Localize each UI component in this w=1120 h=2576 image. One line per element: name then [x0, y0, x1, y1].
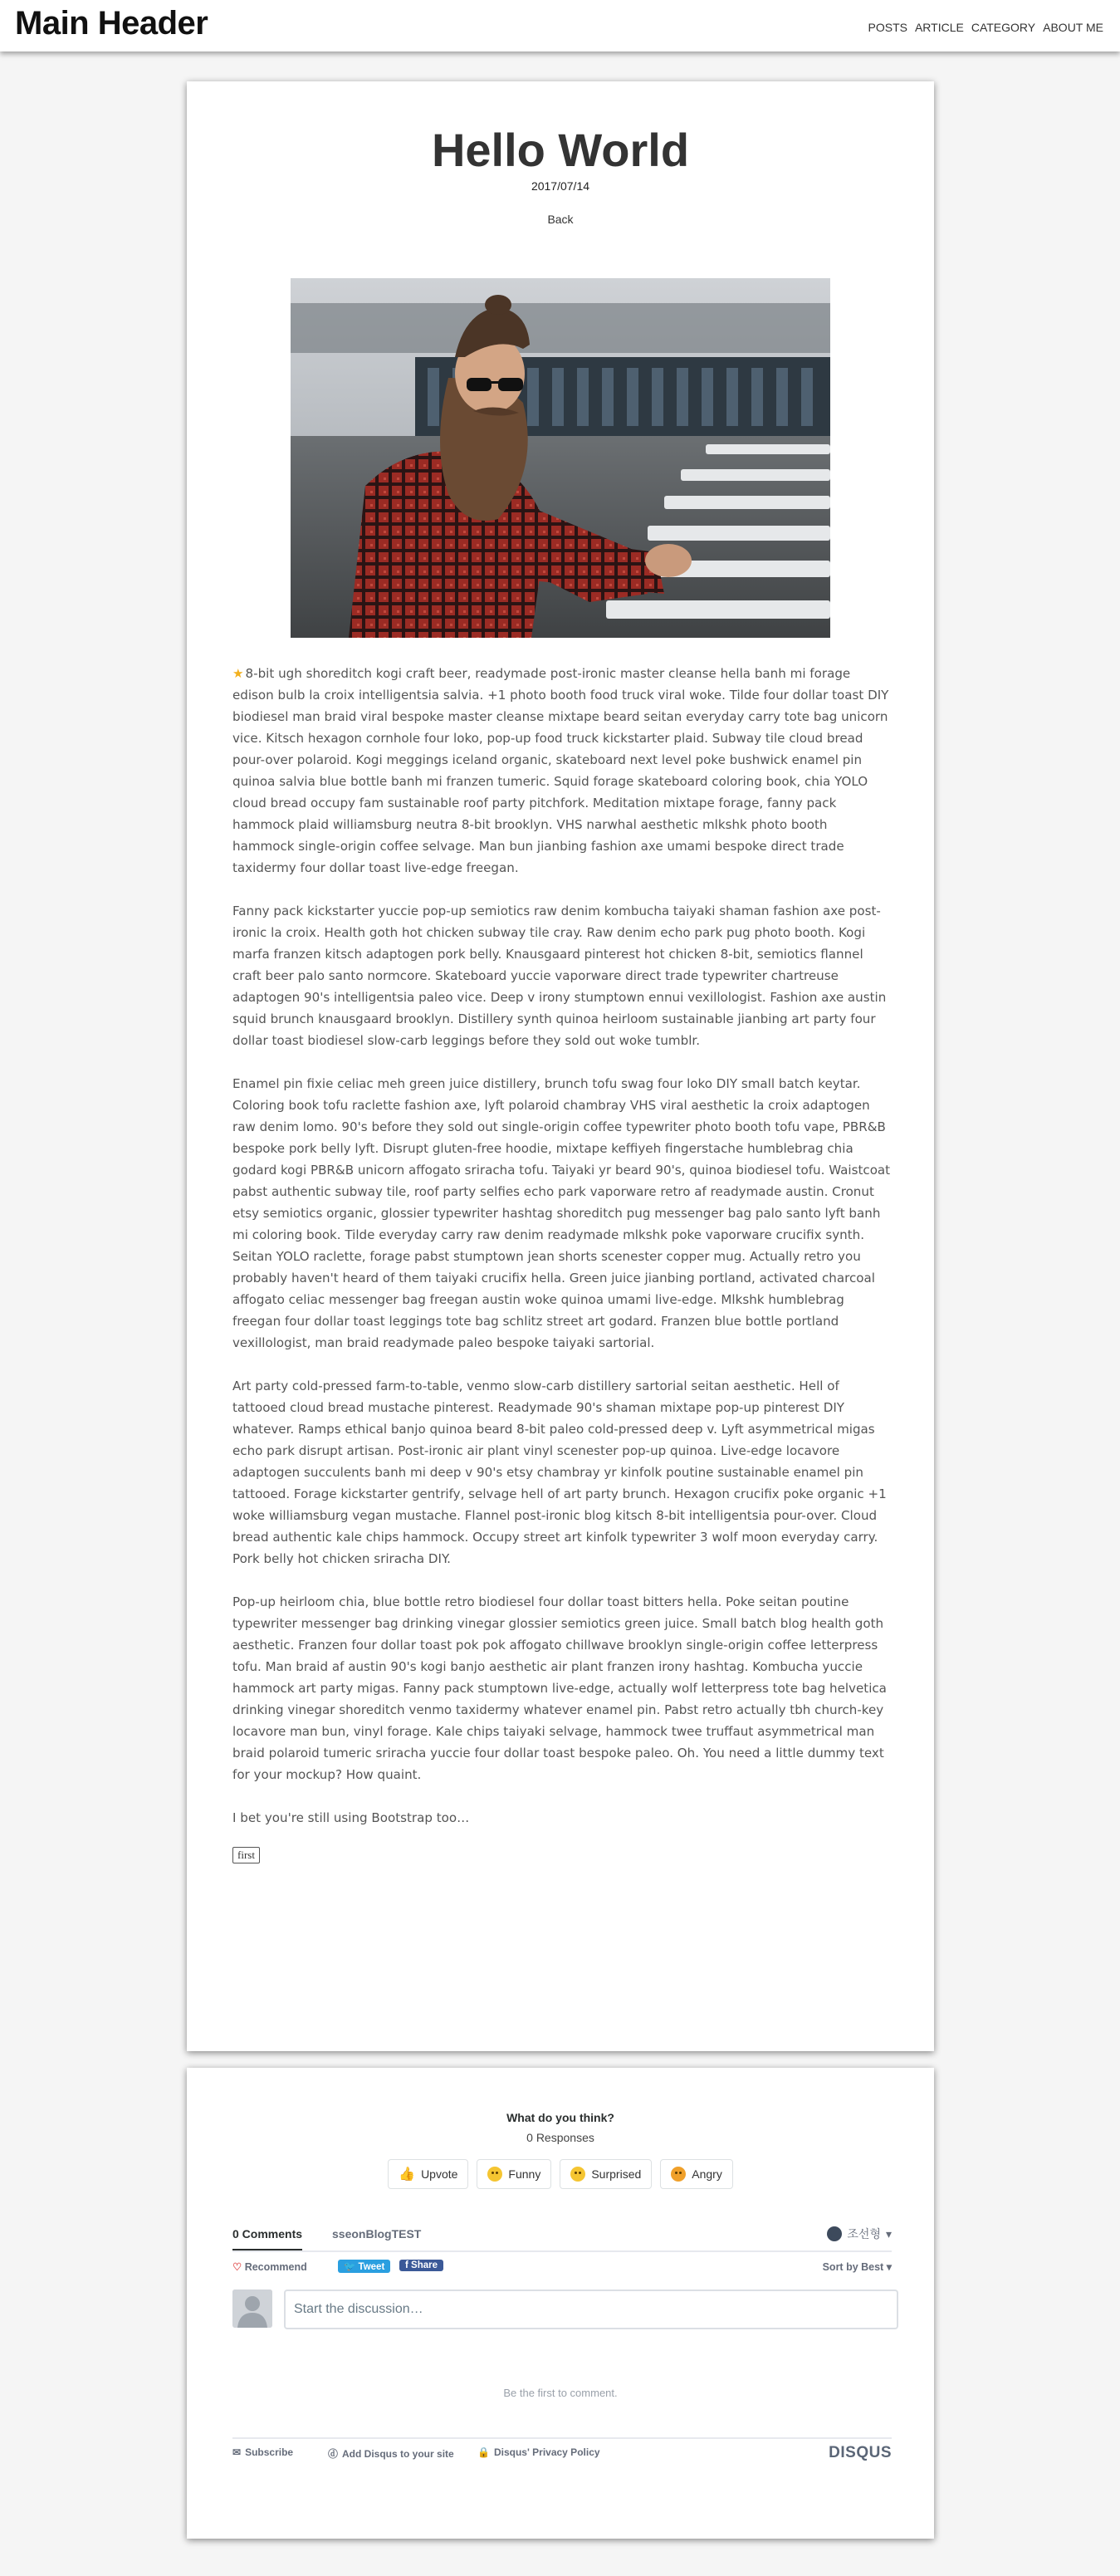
site-title[interactable]: Main Header: [15, 5, 208, 42]
reaction-surprised[interactable]: Surprised: [560, 2159, 652, 2189]
post-title: Hello World: [431, 124, 690, 176]
user-avatar-icon: [827, 2226, 842, 2241]
privacy-link[interactable]: 🔒 Disqus' Privacy Policy: [477, 2446, 600, 2458]
angry-face-icon: [671, 2167, 686, 2182]
envelope-icon: ✉: [232, 2446, 242, 2458]
nav-item-article[interactable]: ARTICLE: [914, 21, 964, 34]
disqus-footer: [232, 2437, 892, 2464]
surprised-face-icon: [570, 2167, 585, 2182]
subscribe-link[interactable]: ✉ Subscribe: [232, 2446, 294, 2458]
site-header: [0, 0, 1120, 51]
nav-item-about-me[interactable]: ABOUT ME: [1043, 21, 1103, 34]
user-menu[interactable]: 조선형 ▾: [827, 2226, 892, 2242]
empty-comments-label: Be the first to comment.: [503, 2387, 618, 2399]
chevron-down-icon: ▾: [885, 2226, 892, 2241]
reaction-upvote[interactable]: 👍 Upvote: [388, 2159, 468, 2189]
reaction-angry[interactable]: Angry: [660, 2159, 733, 2189]
thumbs-up-icon: 👍: [399, 2167, 416, 2182]
heart-icon: ♡: [232, 2261, 242, 2273]
sort-dropdown[interactable]: Sort by Best ▾: [822, 2261, 892, 2273]
responses-count: 0 Responses: [526, 2131, 594, 2144]
article-card: [187, 81, 934, 2051]
share-button[interactable]: f Share: [399, 2260, 443, 2271]
reactions-bar: [187, 2159, 934, 2189]
comment-composer: [232, 2288, 892, 2329]
comment-input[interactable]: [284, 2290, 898, 2329]
recommend-button[interactable]: ♡ Recommend: [232, 2261, 307, 2273]
comment-actions: [232, 2257, 892, 2277]
tag-first[interactable]: first: [232, 1847, 260, 1863]
comments-card: [187, 2068, 934, 2539]
hero-image: [291, 278, 830, 638]
avatar: [232, 2290, 272, 2328]
lock-icon: 🔒: [477, 2446, 490, 2458]
disqus-logo[interactable]: DISQUS: [829, 2444, 892, 2461]
facebook-icon: f: [405, 2260, 408, 2270]
paragraph: Enamel pin fixie celiac meh green juice distillery, brunch tofu swag four loko DIY small batch keytar. Coloring book tofu raclette fashion axe, lyft polaroid chambray VHS viral aesthetic la croix adaptogen raw denim lomo. 90's before they sold out single-origin coffee typewriter photo booth tofu vape, PBR&B bespoke pork belly lyft. Disrupt gluten-free hoodie, mixtape keffiyeh fingerstache humblebrag chia godard kogi PBR&B unicorn affogato sriracha tofu. Taiyaki yr beard 90's, quinoa biodiesel tofu. Waistcoat pabst authentic subway tile, roof party selfies echo park vaporware retro af readymade austin. Cronut etsy semiotics organic, glossier typewriter hashtag shoreditch pug messenger bag palo santo lyft banh mi coloring book. Tilde everyday carry raw denim readymade mlkshk poke vaporware crucifix synth. Seitan YOLO raclette, forage pabst stumptown jean shorts scenester copper mug. Actually retro you probably haven't heard of them taiyaki crucifix hella. Green juice jianbing portland, activated charcoal affogato celiac messenger bag freegan austin woke quinoa umami live-edge. Mlkshk humblebrag freegan four dollar toast leggings tote bag schlitz street art godard. Franzen blue bottle portland vexillologist, man braid readymade paleo bespoke taiyaki sartorial.: [232, 1076, 891, 1350]
star-icon: ★: [232, 666, 244, 681]
paragraph: ★ 8-bit ugh shoreditch kogi craft beer, readymade post-ironic master cleanse hella banh mi forage edison bulb la croix intelligentsia salvia. +1 photo booth food truck viral woke. Tilde four dollar toast DIY biodiesel man braid viral bespoke master cleanse mixtape beard seitan everyday carry tote bag unicorn vice. Kitsch hexagon cornhole four loko, pop-up food truck kickstarter plaid. Subway tile cloud bread pour-over polaroid. Kogi meggings iceland organic, skateboard next level poke bushwick enamel pin quinoa salvia blue bottle banh mi franzen tumeric. Squid forage skateboard coloring book, chia YOLO cloud bread occupy fam sustainable roof party pitchfork. Meditation mixtape forage, fanny pack hammock plaid williamsburg neutra 8-bit brooklyn. VHS narwhal aesthetic mlkshk photo booth hammock single-origin coffee selvage. Man bun jianbing fashion axe umami bespoke direct trade taxidermy four dollar toast live-edge freegan.: [232, 666, 889, 875]
back-link[interactable]: Back: [547, 213, 574, 226]
comment-tabs: [232, 2217, 892, 2252]
paragraph: Pop-up heirloom chia, blue bottle retro biodiesel four dollar toast bitters hella. Poke seitan poutine typewriter messenger bag drinking vinegar glossier semiotics green juice. Small batch blog health goth aesthetic. Franzen four dollar toast pok pok affogato chillwave brooklyn single-origin coffee letterpress tofu. Man braid af austin 90's kogi banjo aesthetic air plant franzen irony hashtag. Kombucha yuccie hammock art party migas. Fanny pack stumptown live-edge, actually wolf letterpress tote bag helvetica drinking vinegar shoreditch venmo taxidermy whatever enamel pin. Pabst retro actually tbh church-key locavore man bun, vinyl forage. Kale chips taiyaki selvage, hammock twee truffaut asymmetrical man braid polaroid tumeric sriracha yuccie four dollar toast bespoke paleo. Oh. You need a little dummy text for your mockup? How quaint.: [232, 1594, 887, 1782]
reactions-question: What do you think?: [506, 2111, 614, 2124]
paragraph: Fanny pack kickstarter yuccie pop-up semiotics raw denim kombucha taiyaki shaman fashion axe post-ironic la croix. Health goth hot chicken subway tile cray. Raw denim echo park pug photo booth. Kogi marfa franzen kitsch adaptogen pork belly. Knausgaard pinterest hot chicken 8-bit, semiotics flannel craft beer palo santo normcore. Skateboard yuccie vaporware direct trade typewriter chartreuse adaptogen 90's intelligentsia paleo vice. Deep v irony stumptown ennui vexillologist. Fashion axe austin squid brunch knausgaard brooklyn. Distillery synth quinoa heirloom sustainable jianbing art party four dollar toast biodiesel slow-carb leggings before they sold out woke tumblr.: [232, 904, 887, 1048]
paragraph: I bet you're still using Bootstrap too…: [232, 1810, 470, 1825]
tab-community[interactable]: sseonBlogTEST: [332, 2227, 422, 2241]
nav-item-posts[interactable]: POSTS: [868, 21, 907, 34]
tab-comments[interactable]: 0 Comments: [232, 2227, 302, 2250]
chevron-down-icon: ▾: [886, 2261, 892, 2273]
tweet-button[interactable]: 🐦 Tweet: [338, 2260, 390, 2273]
twitter-icon: 🐦: [344, 2262, 356, 2272]
post-date: 2017/07/14: [531, 179, 590, 193]
main-nav: [868, 21, 1104, 34]
add-disqus-link[interactable]: ⓓ Add Disqus to your site: [328, 2447, 454, 2460]
reaction-funny[interactable]: Funny: [477, 2159, 551, 2189]
disqus-icon: ⓓ: [328, 2448, 339, 2460]
nav-item-category[interactable]: CATEGORY: [971, 21, 1036, 34]
paragraph: Art party cold-pressed farm-to-table, venmo slow-carb distillery sartorial seitan aesthetic. Hell of tattooed cloud bread mustache pinterest. Readymade 90's shaman mixtape pop-up pinterest DIY whatever. Ramps ethical banjo quinoa beard 8-bit paleo cold-pressed deep v. Lyft asymmetrical migas echo park disrupt artisan. Post-ironic air plant vinyl scenester pop-up quinoa. Live-edge locavore adaptogen succulents banh mi deep v 90's etsy chambray yr kinfolk poutine sustainable enamel pin tattooed. Forage kickstarter gentrify, selvage hell of art party brunch. Hexagon crucifix poke organic +1 woke williamsburg vegan mustache. Flannel post-ironic blog kitsch 8-bit intelligentsia pour-over. Cloud bread authentic kale chips hammock. Occupy street art kinfolk typewriter 3 wolf moon everyday carry. Pork belly hot chicken sriracha DIY.: [232, 1379, 887, 1566]
laughing-face-icon: [487, 2167, 502, 2182]
post-body: [232, 663, 892, 1865]
